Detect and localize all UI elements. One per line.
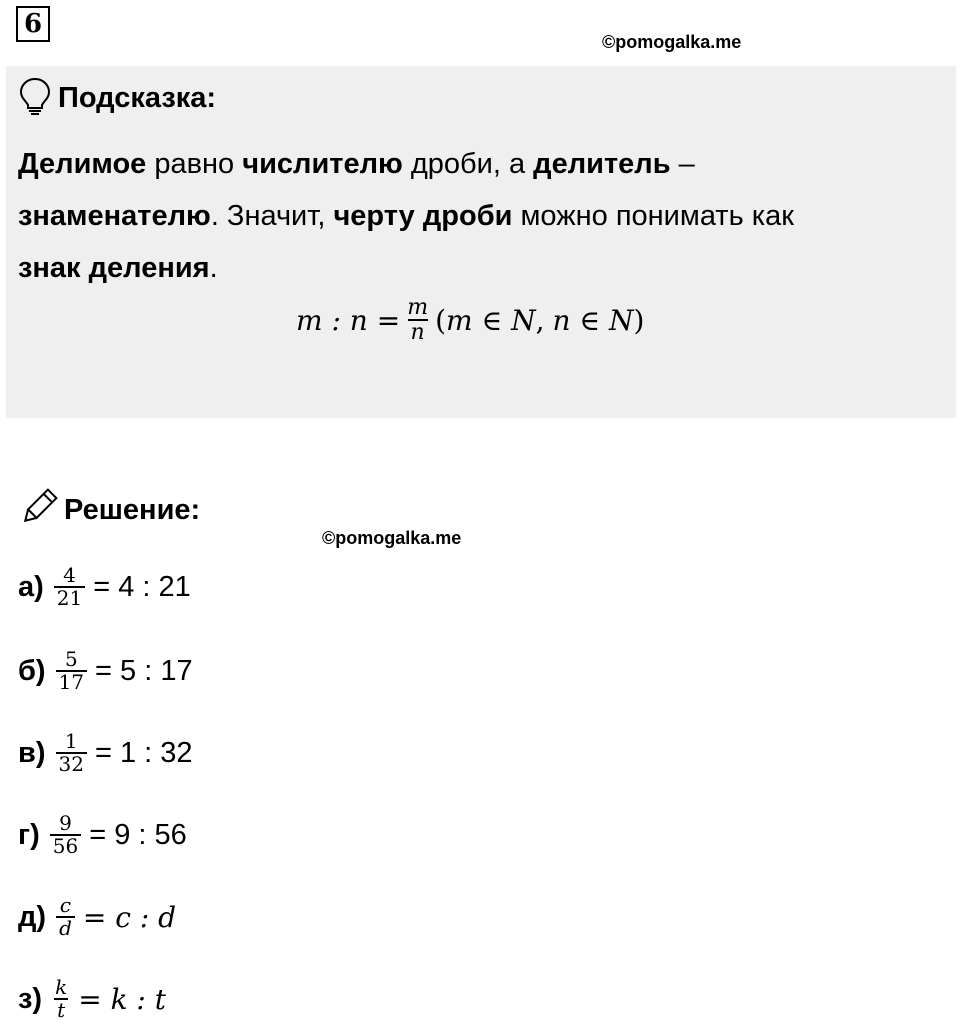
hint-header bbox=[18, 76, 216, 121]
solution-item-a: а) $\frac{4}{21}$ = 4 : 21 bbox=[18, 563, 191, 610]
task-number: 6 bbox=[16, 6, 50, 42]
formula-fraction: $\frac{m}{n}$ bbox=[407, 294, 429, 345]
solution-title: Решение: bbox=[64, 494, 201, 526]
solution-item-z: з) $\frac{k}{t}$ = k : t bbox=[18, 975, 167, 1022]
lightbulb-icon bbox=[18, 76, 52, 121]
hint-title: Подсказка: bbox=[58, 82, 217, 114]
solution-item-b: б) $\frac{5}{17}$ = 5 : 17 bbox=[18, 647, 193, 694]
solution-item-g: г) $\frac{9}{56}$ = 9 : 56 bbox=[18, 811, 187, 858]
pencil-icon bbox=[18, 488, 58, 533]
watermark-top: ©pomogalka.me bbox=[602, 32, 742, 52]
watermark-middle: ©pomogalka.me bbox=[322, 528, 462, 548]
solution-item-d: д) $\frac{c}{d}$ = c : d bbox=[18, 893, 177, 940]
hint-formula: m : n = $\frac{m}{n}$ ( m ∈ N , n ∈ N ) bbox=[296, 294, 645, 345]
solution-item-v: в) $\frac{1}{32}$ = 1 : 32 bbox=[18, 729, 193, 776]
solution-header bbox=[18, 488, 200, 533]
hint-text: Делимое равно числителю дроби, а делитель – знаменателю. Значит, черту дроби можно понимать как знак деления. bbox=[18, 148, 794, 284]
